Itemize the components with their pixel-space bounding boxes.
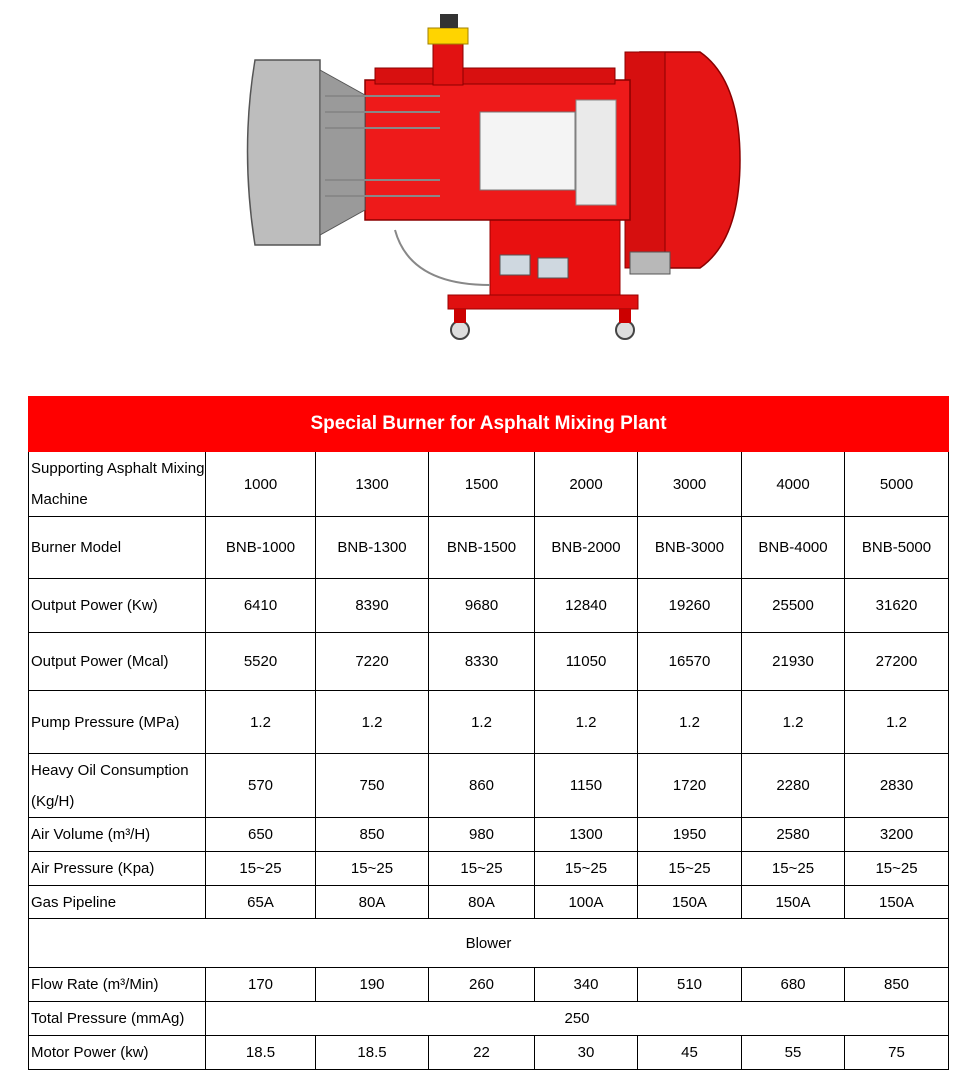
cell-value: BNB-1000: [206, 517, 316, 579]
row-label: Burner Model: [29, 517, 206, 579]
cell-value: 510: [638, 968, 742, 1002]
cell-value: 2280: [742, 754, 845, 818]
section-row: [29, 919, 949, 968]
cell-value: 1720: [638, 754, 742, 818]
row-label: Total Pressure (mmAg): [29, 1002, 206, 1036]
cell-value: 1500: [429, 452, 535, 517]
table-row: [29, 1036, 949, 1070]
cell-value: BNB-5000: [845, 517, 949, 579]
cell-value: 75: [845, 1036, 949, 1070]
cell-value: 1.2: [742, 691, 845, 754]
cell-value: 650: [206, 818, 316, 852]
cell-value: BNB-2000: [535, 517, 638, 579]
cell-value: 2580: [742, 818, 845, 852]
cell-value: 12840: [535, 579, 638, 633]
cell-value: 1.2: [429, 691, 535, 754]
cell-value: 260: [429, 968, 535, 1002]
table-row: [29, 633, 949, 691]
cell-value: 30: [535, 1036, 638, 1070]
cell-value: 45: [638, 1036, 742, 1070]
cell-value: 170: [206, 968, 316, 1002]
cell-value: 4000: [742, 452, 845, 517]
cell-value: 3200: [845, 818, 949, 852]
cell-value: 150A: [638, 886, 742, 919]
cell-value: 1300: [535, 818, 638, 852]
row-label: Output Power (Kw): [29, 579, 206, 633]
table-row: [29, 452, 949, 517]
cell-value: 18.5: [206, 1036, 316, 1070]
cell-value: 21930: [742, 633, 845, 691]
row-label: Air Volume (m³/H): [29, 818, 206, 852]
cell-value: 1300: [316, 452, 429, 517]
cell-value: 2000: [535, 452, 638, 517]
cell-value: 750: [316, 754, 429, 818]
spec-table: [28, 396, 949, 1070]
cell-value: 80A: [316, 886, 429, 919]
cell-value: 15~25: [429, 852, 535, 886]
cell-value: 570: [206, 754, 316, 818]
cell-value: 1.2: [638, 691, 742, 754]
cell-value: 5520: [206, 633, 316, 691]
cell-value: 16570: [638, 633, 742, 691]
cell-value: 2830: [845, 754, 949, 818]
cell-value: 15~25: [638, 852, 742, 886]
table-row: [29, 579, 949, 633]
burner-illustration: [200, 0, 760, 350]
cell-value: 1950: [638, 818, 742, 852]
cell-value: BNB-4000: [742, 517, 845, 579]
table-row: [29, 1002, 949, 1036]
cell-value: 980: [429, 818, 535, 852]
cell-value: 80A: [429, 886, 535, 919]
cell-value: 7220: [316, 633, 429, 691]
cell-value: 15~25: [206, 852, 316, 886]
row-label: Output Power (Mcal): [29, 633, 206, 691]
cell-value: BNB-1300: [316, 517, 429, 579]
spec-table-body: [29, 397, 949, 1070]
row-label: Pump Pressure (MPa): [29, 691, 206, 754]
cell-value: 1000: [206, 452, 316, 517]
cell-value: 680: [742, 968, 845, 1002]
cell-value: 11050: [535, 633, 638, 691]
cell-value: 3000: [638, 452, 742, 517]
cell-value: 65A: [206, 886, 316, 919]
cell-value: 1.2: [206, 691, 316, 754]
table-row: [29, 754, 949, 818]
cell-value: 150A: [742, 886, 845, 919]
row-label: Flow Rate (m³/Min): [29, 968, 206, 1002]
row-label: Air Pressure (Kpa): [29, 852, 206, 886]
cell-value: 250: [206, 1002, 949, 1036]
row-label: Motor Power (kw): [29, 1036, 206, 1070]
cell-value: 8330: [429, 633, 535, 691]
cell-value: 6410: [206, 579, 316, 633]
cell-value: 27200: [845, 633, 949, 691]
cell-value: 18.5: [316, 1036, 429, 1070]
table-row: [29, 818, 949, 852]
cell-value: 860: [429, 754, 535, 818]
cell-value: 1.2: [316, 691, 429, 754]
table-row: [29, 968, 949, 1002]
cell-value: 15~25: [535, 852, 638, 886]
table-row: [29, 852, 949, 886]
cell-value: 22: [429, 1036, 535, 1070]
row-label: Supporting Asphalt Mixing Machine: [29, 452, 206, 517]
cell-value: 1150: [535, 754, 638, 818]
cell-value: 8390: [316, 579, 429, 633]
cell-value: BNB-3000: [638, 517, 742, 579]
row-label: Heavy Oil Consumption (Kg/H): [29, 754, 206, 818]
row-label: Gas Pipeline: [29, 886, 206, 919]
cell-value: 1.2: [535, 691, 638, 754]
cell-value: 55: [742, 1036, 845, 1070]
table-row: [29, 517, 949, 579]
cell-value: 25500: [742, 579, 845, 633]
cell-value: 150A: [845, 886, 949, 919]
cell-value: 850: [845, 968, 949, 1002]
cell-value: 15~25: [845, 852, 949, 886]
cell-value: 5000: [845, 452, 949, 517]
table-row: [29, 691, 949, 754]
cell-value: 9680: [429, 579, 535, 633]
cell-value: 1.2: [845, 691, 949, 754]
title-row: [29, 397, 949, 452]
cell-value: 100A: [535, 886, 638, 919]
cell-value: 15~25: [316, 852, 429, 886]
cell-value: 340: [535, 968, 638, 1002]
table-title: Special Burner for Asphalt Mixing Plant: [29, 397, 949, 452]
cell-value: 190: [316, 968, 429, 1002]
cell-value: 19260: [638, 579, 742, 633]
table-row: [29, 886, 949, 919]
cell-value: 850: [316, 818, 429, 852]
cell-value: BNB-1500: [429, 517, 535, 579]
cell-value: 31620: [845, 579, 949, 633]
section-blower: Blower: [29, 919, 949, 968]
cell-value: 15~25: [742, 852, 845, 886]
